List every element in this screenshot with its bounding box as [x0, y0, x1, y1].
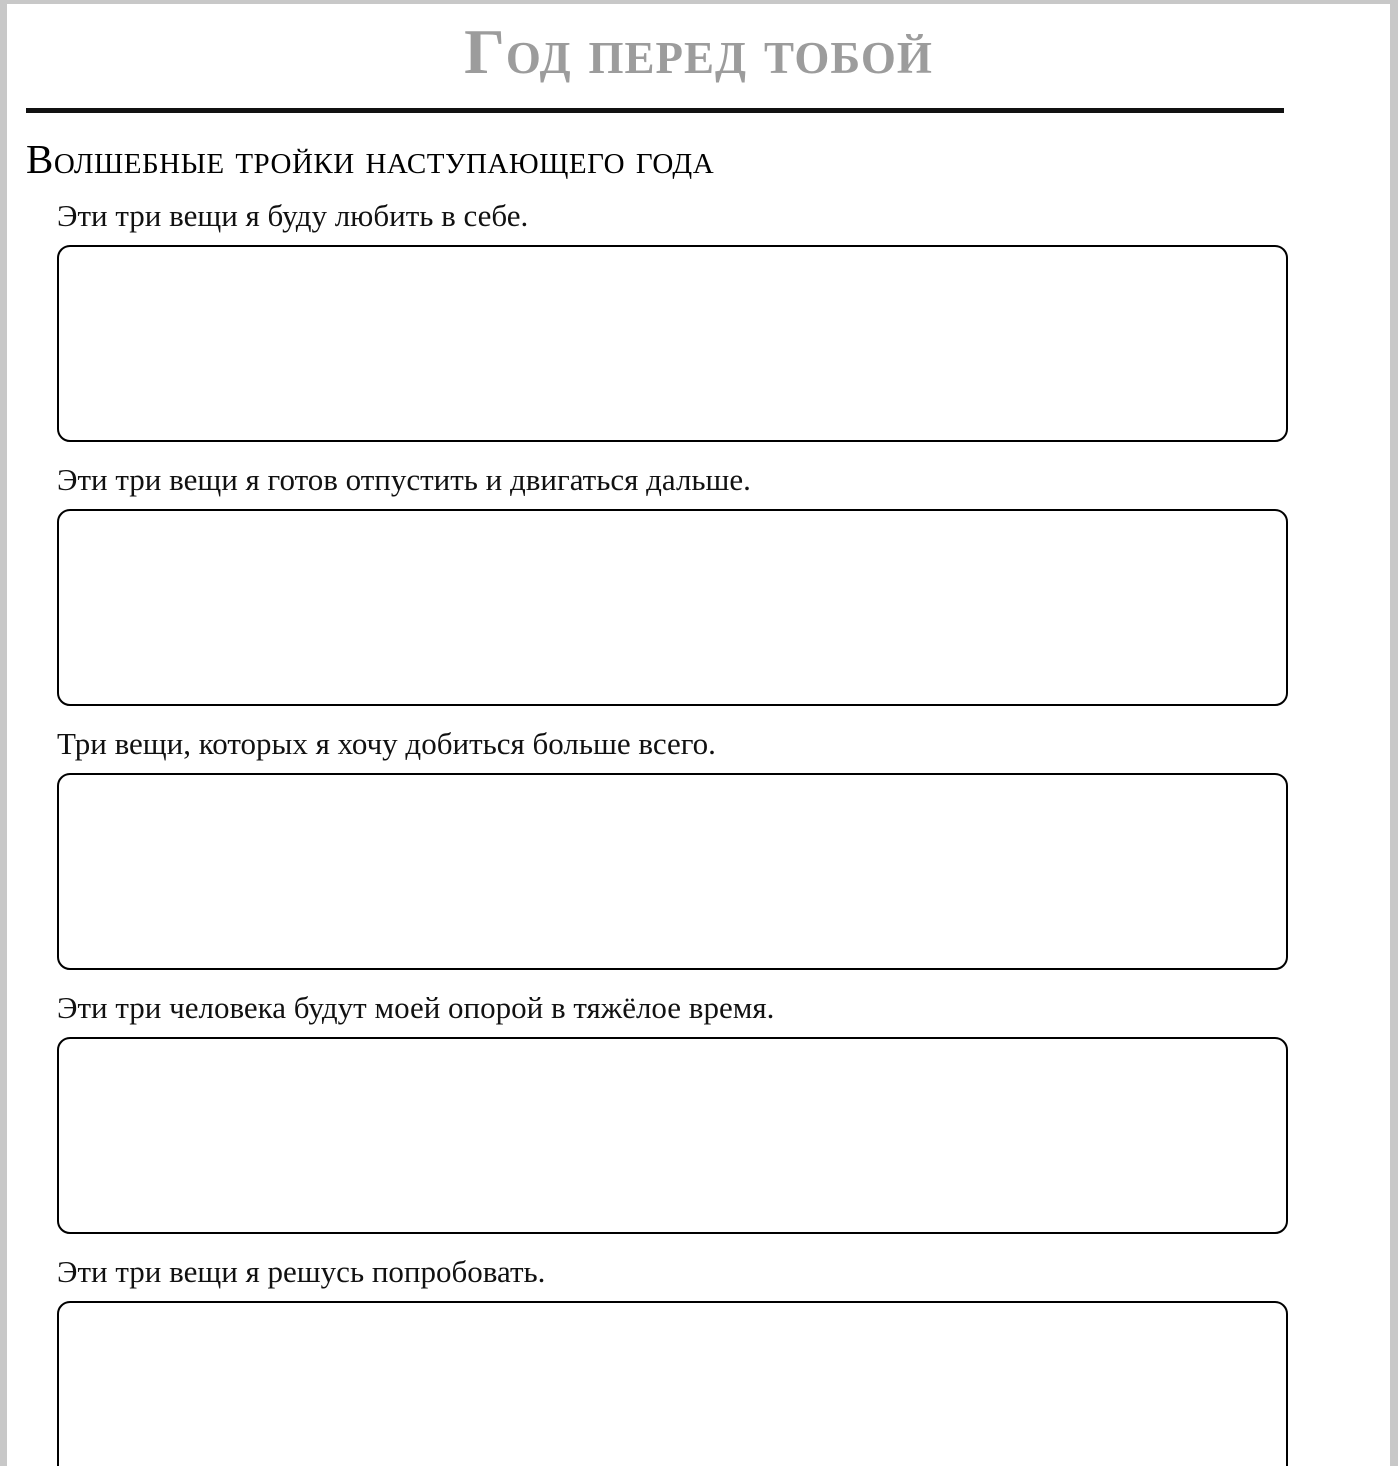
- answer-box-4[interactable]: [57, 1037, 1288, 1234]
- answer-box-1[interactable]: [57, 245, 1288, 442]
- prompt-label-5: Эти три вещи я решусь попробовать.: [57, 1253, 546, 1289]
- prompt-list: [7, 180, 1390, 1466]
- section-heading: Волшебные тройки наступающего года: [26, 135, 715, 182]
- page-title: Год перед тобой: [464, 16, 933, 87]
- prompt-label-1: Эти три вещи я буду любить в себе.: [57, 197, 529, 233]
- prompt-item: [57, 970, 1390, 1234]
- answer-box-3[interactable]: [57, 773, 1288, 970]
- prompt-label-2: Эти три вещи я готов отпустить и двигаться дальше.: [57, 461, 751, 497]
- answer-box-2[interactable]: [57, 509, 1288, 706]
- prompt-item: [57, 706, 1390, 970]
- prompt-label-3: Три вещи, которых я хочу добиться больше всего.: [57, 725, 716, 761]
- answer-box-5[interactable]: [57, 1301, 1288, 1466]
- prompt-label-4: Эти три человека будут моей опорой в тяжёлое время.: [57, 989, 775, 1025]
- worksheet-page: [7, 4, 1390, 1466]
- prompt-item: [57, 1234, 1390, 1466]
- prompt-item: [57, 180, 1390, 442]
- prompt-item: [57, 442, 1390, 706]
